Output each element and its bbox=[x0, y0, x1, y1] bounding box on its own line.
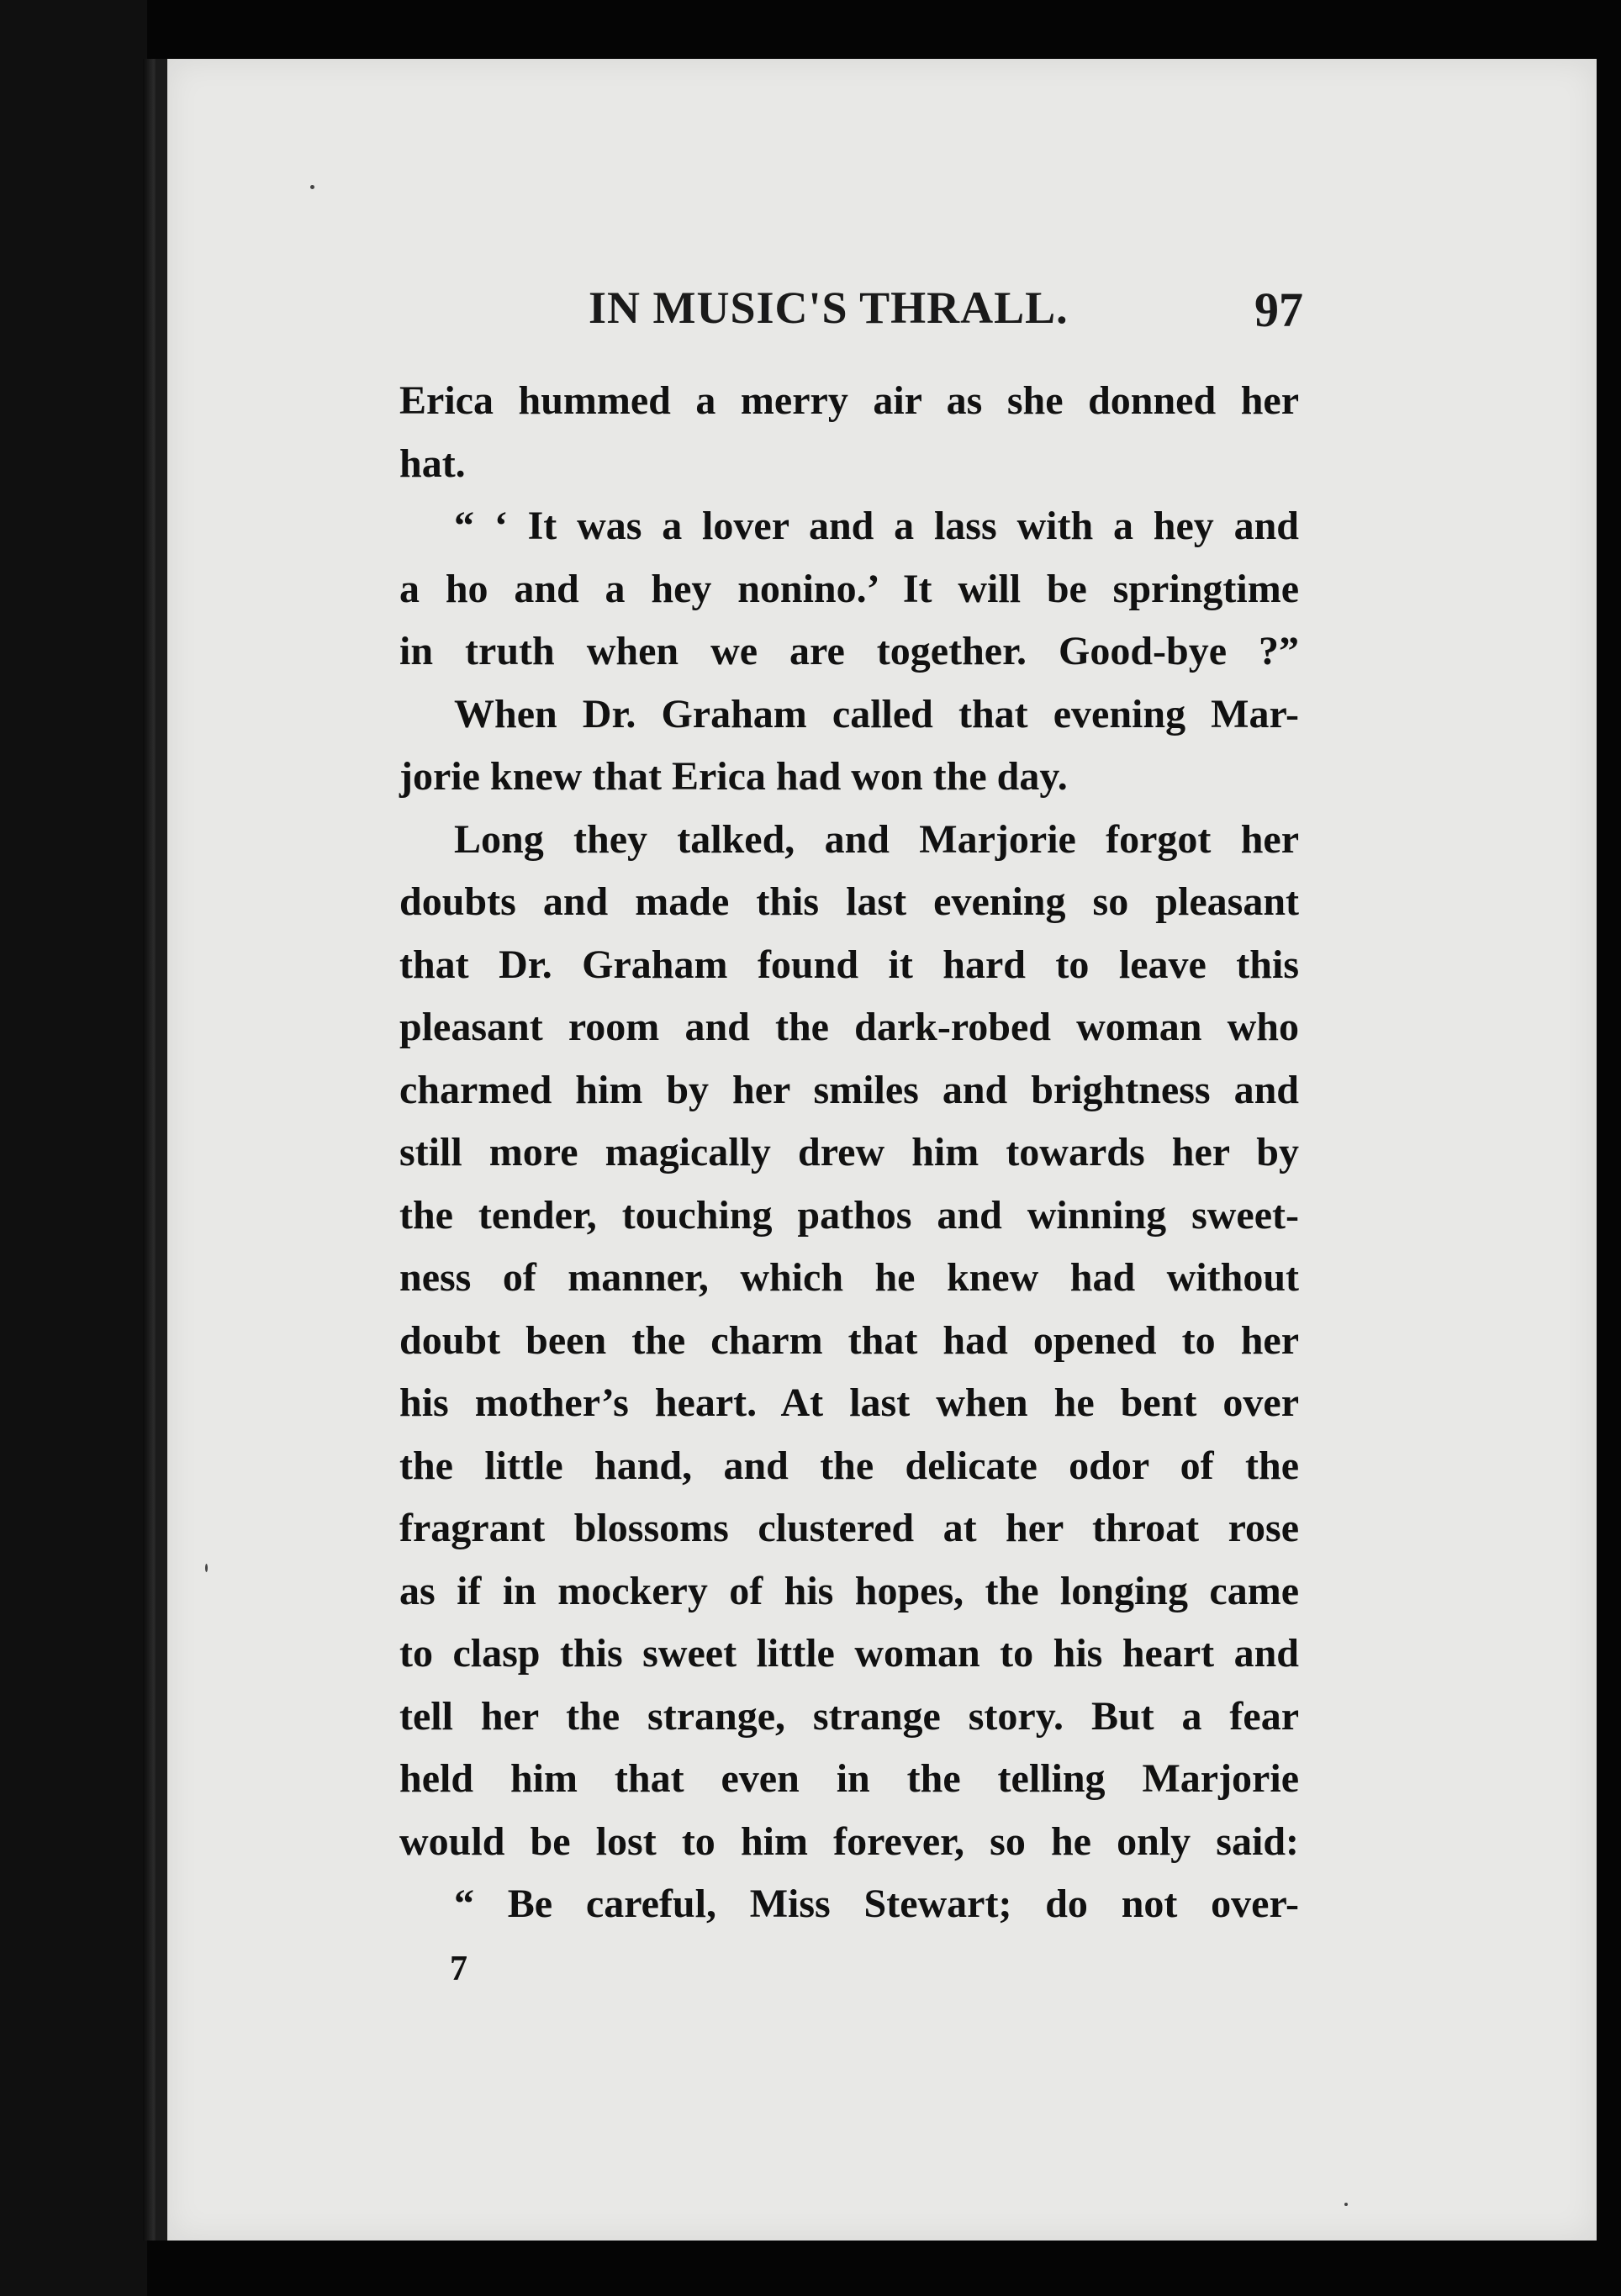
text-line: Long they talked, and Marjorie forgot her bbox=[454, 816, 1299, 862]
left-margin bbox=[0, 0, 147, 2296]
running-head bbox=[378, 282, 1303, 340]
text-line: Erica hummed a merry air as she donned her bbox=[399, 378, 1299, 423]
text-line: still more magically drew him towards her by bbox=[399, 1130, 1299, 1174]
text-line: doubts and made this last evening so pleasant bbox=[399, 879, 1299, 924]
page-speck bbox=[1344, 2203, 1348, 2206]
text-line: tell her the strange, strange story. But a fear bbox=[399, 1693, 1299, 1739]
page-number: 97 bbox=[1254, 282, 1303, 337]
body-text bbox=[399, 370, 1299, 1936]
text-line: ness of manner, which he knew had without bbox=[399, 1255, 1299, 1300]
text-line: the little hand, and the delicate odor of the bbox=[399, 1443, 1299, 1488]
signature-mark: 7 bbox=[450, 1950, 467, 1988]
text-line: as if in mockery of his hopes, the longing came bbox=[399, 1568, 1299, 1613]
text-line: When Dr. Graham called that evening Mar- bbox=[454, 691, 1299, 736]
text-line: in truth when we are together. Good-bye ?” bbox=[399, 629, 1299, 673]
text-line: doubt been the charm that had opened to her bbox=[399, 1317, 1299, 1363]
text-line: to clasp this sweet little woman to his heart and bbox=[399, 1631, 1299, 1676]
text-line: that Dr. Graham found it hard to leave this bbox=[399, 942, 1299, 987]
text-line: hat. bbox=[399, 441, 466, 486]
page-speck bbox=[310, 185, 314, 189]
text-line: fragrant blossoms clustered at her throat rose bbox=[399, 1506, 1299, 1550]
text-line: “ ‘ It was a lover and a lass with a hey and bbox=[454, 504, 1299, 548]
text-line: would be lost to him forever, so he only said: bbox=[399, 1818, 1299, 1864]
text-line: “ Be careful, Miss Stewart; do not over- bbox=[454, 1882, 1299, 1926]
running-title: IN MUSIC'S THRALL. bbox=[589, 282, 1069, 333]
text-line: the tender, touching pathos and winning sweet- bbox=[399, 1192, 1299, 1238]
text-line: his mother’s heart. At last when he bent over bbox=[399, 1380, 1299, 1425]
text-line: jorie knew that Erica had won the day. bbox=[399, 754, 1068, 799]
text-line: pleasant room and the dark-robed woman who bbox=[399, 1005, 1299, 1049]
text-line: held him that even in the telling Marjorie bbox=[399, 1756, 1299, 1801]
text-line: a ho and a hey nonino.’ It will be springtime bbox=[399, 566, 1299, 611]
page-speck bbox=[205, 1564, 208, 1572]
text-line: charmed him by her smiles and brightness and bbox=[399, 1067, 1299, 1112]
